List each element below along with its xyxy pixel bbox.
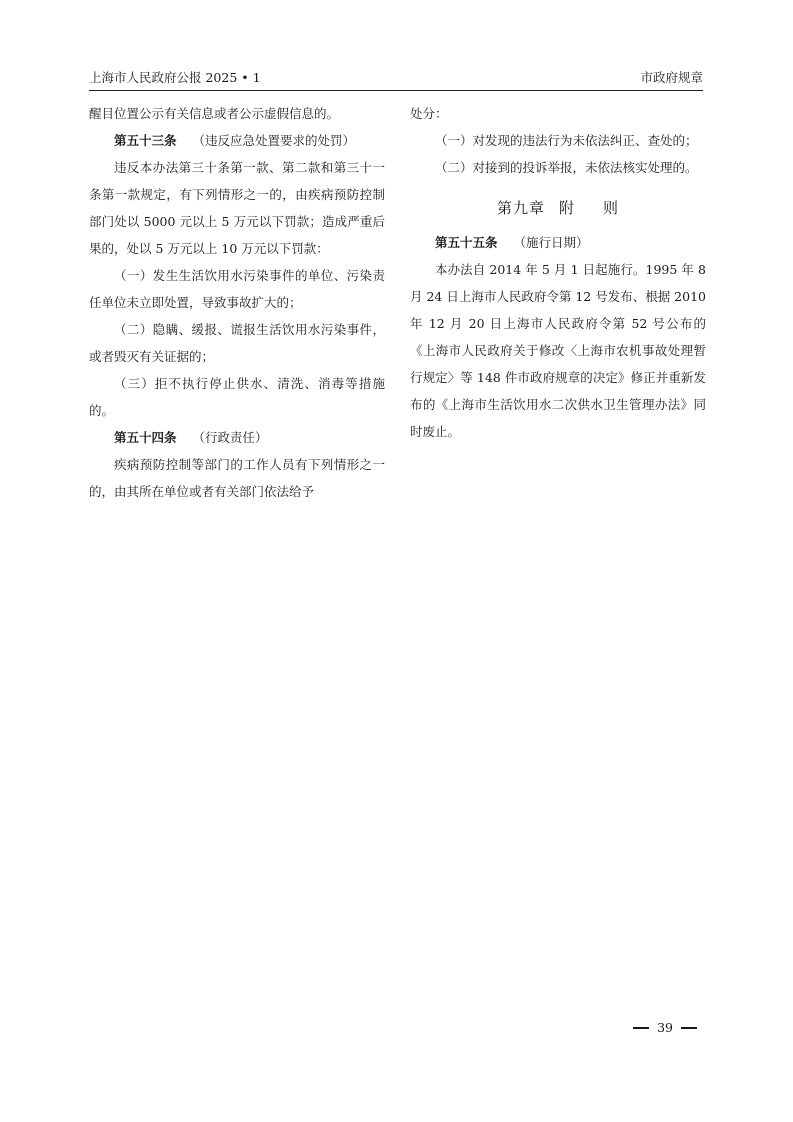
left-column (89, 100, 385, 505)
article-54-item-1: （一）对发现的违法行为未依法纠正、查处的； (435, 133, 698, 148)
chapter-name-2: 则 (603, 199, 620, 217)
article-54-heading (89, 424, 385, 451)
article-54-subtitle: （行政责任） (192, 430, 268, 445)
article-53-heading (89, 127, 385, 154)
article-55-body: 本办法自 2014 年 5 月 1 日起施行。1995 年 8 月 24 日上海市人民政府令第 12 号发布、根据 2010 年 12 月 20 日上海市人民政府令第 52 号公布的《上海市人民政府关于修改〈上海市农机事故处理暂行规定〉等 148 件市政府规章的决定》修正并重新发布的《上海市生活饮用水二次供水卫生管理办法》同时废止。 (410, 262, 706, 439)
article-53-subtitle: （违反应急处置要求的处罚） (192, 133, 356, 148)
article-54-body: 疾病预防控制等部门的工作人员有下列情形之一的，由其所在单位或者有关部门依法给予 (89, 457, 385, 499)
article-53-item-2: （二）隐瞒、缓报、谎报生活饮用水污染事件，或者毁灭有关证据的； (89, 322, 385, 364)
article-53-title: 第五十三条 (114, 133, 177, 148)
article-55-heading (410, 229, 706, 256)
right-column (410, 100, 706, 445)
page-header (89, 66, 703, 91)
publication-title: 上海市人民政府公报 2025 • 1 (89, 70, 261, 85)
chapter-heading (410, 193, 706, 223)
article-53-item-3: （三）拒不执行停止供水、清洗、消毒等措施的。 (89, 376, 385, 418)
page-number: 39 (657, 1020, 673, 1035)
paragraph-continuation: 醒目位置公示有关信息或者公示虚假信息的。 (89, 106, 340, 121)
article-53-item-1: （一）发生生活饮用水污染事件的单位、污染责任单位未立即处置，导致事故扩大的； (89, 268, 385, 310)
dash-right-icon (681, 1027, 697, 1029)
article-53-body: 违反本办法第三十条第一款、第二款和第三十一条第一款规定，有下列情形之一的，由疾病预防控制部门处以 5000 元以上 5 万元以下罚款；造成严重后果的，处以 5 万元以上 10 万元以下罚款： (89, 160, 385, 256)
section-title: 市政府规章 (640, 70, 703, 85)
chapter-number: 第九章 (496, 199, 545, 217)
article-54-title: 第五十四条 (114, 430, 177, 445)
article-55-subtitle: （施行日期） (513, 235, 589, 250)
chapter-name-1: 附 (558, 199, 575, 217)
article-55-title: 第五十五条 (435, 235, 498, 250)
article-54-item-2: （二）对接到的投诉举报，未依法核实处理的。 (435, 160, 698, 175)
dash-left-icon (633, 1027, 649, 1029)
page-footer (633, 1020, 697, 1035)
paragraph-continuation-right: 处分： (410, 106, 448, 121)
